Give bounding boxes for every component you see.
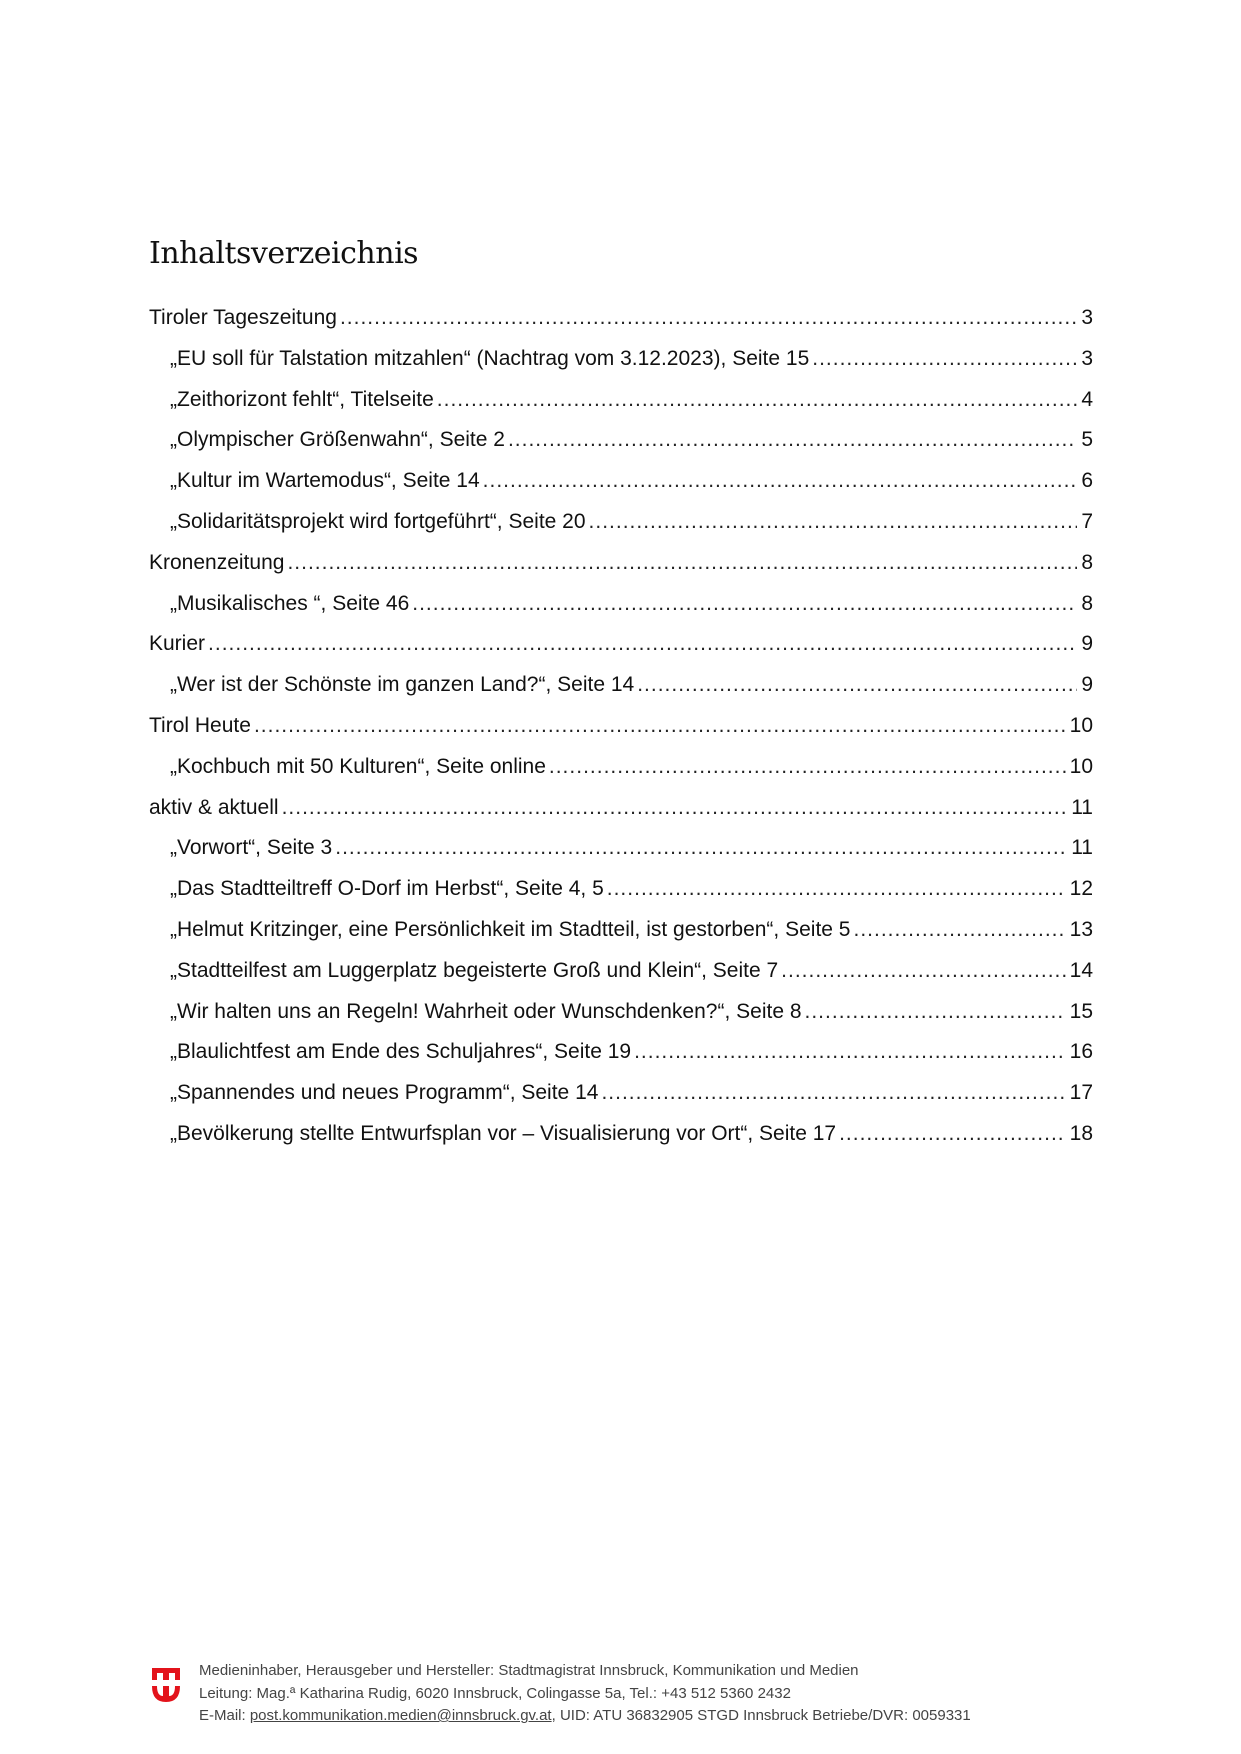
footer-line-contact — [199, 1705, 971, 1728]
toc-section-entry[interactable] — [149, 714, 1093, 755]
innsbruck-logo-icon — [151, 1664, 181, 1708]
toc-entry-label: „Olympischer Größenwahn“, Seite 2 — [170, 428, 505, 452]
toc-leader-dots — [634, 1040, 1066, 1064]
toc-leader-dots — [254, 714, 1066, 738]
toc-entry-label: Tirol Heute — [149, 713, 251, 737]
email-link[interactable]: post.kommunikation.medien@innsbruck.gv.at — [249, 1707, 552, 1724]
toc-entry-label: „Wer ist der Schönste im ganzen Land?“, Seite 14 — [170, 673, 635, 697]
toc-article-entry[interactable] — [149, 592, 1093, 633]
table-of-contents — [149, 306, 1093, 1163]
toc-entry-label: Kurier — [149, 632, 206, 656]
toc-page-number: 9 — [1081, 632, 1093, 656]
toc-article-entry[interactable] — [149, 1122, 1093, 1163]
toc-page-number: 10 — [1069, 713, 1093, 737]
toc-leader-dots — [601, 1081, 1065, 1105]
toc-page-number: 15 — [1069, 999, 1093, 1023]
toc-section-entry[interactable] — [149, 306, 1093, 347]
toc-leader-dots — [839, 1122, 1066, 1146]
toc-page-number: 5 — [1081, 428, 1093, 452]
toc-section-entry[interactable] — [149, 632, 1093, 673]
toc-page-number: 11 — [1071, 836, 1093, 860]
toc-entry-label: „Vorwort“, Seite 3 — [170, 836, 333, 860]
toc-article-entry[interactable] — [149, 510, 1093, 551]
footer-line-management: Leitung: Mag.ª Katharina Rudig, 6020 Innsbruck, Colingasse 5a, Tel.: +43 512 5360 2432 — [199, 1684, 791, 1702]
toc-article-entry[interactable] — [149, 836, 1093, 877]
toc-entry-label: „Wir halten uns an Regeln! Wahrheit oder Wunschdenken?“, Seite 8 — [170, 999, 802, 1023]
toc-entry-label: Tiroler Tageszeitung — [149, 306, 337, 329]
toc-leader-dots — [208, 632, 1077, 656]
toc-section-entry[interactable] — [149, 551, 1093, 592]
toc-article-entry[interactable] — [149, 347, 1093, 388]
toc-page-number: 17 — [1069, 1081, 1093, 1105]
toc-page-number: 14 — [1069, 958, 1093, 982]
toc-article-entry[interactable] — [149, 877, 1093, 918]
page-title: Inhaltsverzeichnis — [149, 236, 419, 271]
footer-line-publisher: Medieninhaber, Herausgeber und Hersteller: Stadtmagistrat Innsbruck, Kommunikation und Medien — [199, 1662, 859, 1679]
toc-article-entry[interactable] — [149, 1040, 1093, 1081]
toc-entry-label: „Kultur im Wartemodus“, Seite 14 — [170, 469, 480, 493]
toc-entry-label: „Kochbuch mit 50 Kulturen“, Seite online — [170, 754, 546, 778]
toc-leader-dots — [637, 673, 1077, 697]
toc-article-entry[interactable] — [149, 1081, 1093, 1122]
toc-entry-label: Kronenzeitung — [149, 550, 285, 574]
toc-leader-dots — [437, 388, 1078, 412]
toc-leader-dots — [412, 592, 1077, 616]
toc-entry-label: „Spannendes und neues Programm“, Seite 14 — [170, 1081, 599, 1105]
toc-page-number: 8 — [1081, 591, 1093, 615]
toc-page-number: 11 — [1071, 795, 1093, 819]
toc-article-entry[interactable] — [149, 959, 1093, 1000]
toc-entry-label: „Zeithorizont fehlt“, Titelseite — [170, 387, 434, 411]
toc-article-entry[interactable] — [149, 1000, 1093, 1041]
toc-leader-dots — [335, 836, 1067, 860]
toc-leader-dots — [549, 755, 1066, 779]
toc-leader-dots — [508, 428, 1077, 452]
toc-article-entry[interactable] — [149, 428, 1093, 469]
toc-leader-dots — [607, 877, 1066, 901]
toc-page-number: 3 — [1081, 306, 1093, 329]
toc-page-number: 9 — [1081, 673, 1093, 697]
toc-leader-dots — [483, 469, 1078, 493]
toc-article-entry[interactable] — [149, 388, 1093, 429]
toc-page-number: 4 — [1081, 387, 1093, 411]
toc-page-number: 18 — [1069, 1121, 1093, 1145]
toc-leader-dots — [812, 347, 1077, 371]
toc-entry-label: „Bevölkerung stellte Entwurfsplan vor – Visualisierung vor Ort“, Seite 17 — [170, 1121, 837, 1145]
toc-page-number: 10 — [1069, 754, 1093, 778]
toc-article-entry[interactable] — [149, 918, 1093, 959]
toc-leader-dots — [781, 959, 1065, 983]
email-label: E-Mail: — [199, 1707, 250, 1724]
toc-page-number: 12 — [1069, 877, 1093, 901]
toc-leader-dots — [805, 1000, 1066, 1024]
footer — [151, 1660, 971, 1728]
toc-entry-label: „Stadtteilfest am Luggerplatz begeisterte Groß und Klein“, Seite 7 — [170, 958, 779, 982]
toc-entry-label: „Blaulichtfest am Ende des Schuljahres“, Seite 19 — [170, 1040, 632, 1064]
toc-page-number: 3 — [1081, 346, 1093, 370]
toc-leader-dots — [853, 918, 1065, 942]
toc-page-number: 8 — [1081, 550, 1093, 574]
toc-section-entry[interactable] — [149, 796, 1093, 837]
toc-entry-label: „EU soll für Talstation mitzahlen“ (Nachtrag vom 3.12.2023), Seite 15 — [170, 346, 810, 370]
toc-page-number: 13 — [1069, 917, 1093, 941]
toc-entry-label: „Musikalisches “, Seite 46 — [170, 591, 410, 615]
toc-leader-dots — [287, 551, 1077, 575]
toc-article-entry[interactable] — [149, 673, 1093, 714]
toc-entry-label: „Das Stadtteiltreff O-Dorf im Herbst“, Seite 4, 5 — [170, 877, 604, 901]
toc-article-entry[interactable] — [149, 755, 1093, 796]
toc-leader-dots — [340, 306, 1077, 330]
toc-leader-dots — [589, 510, 1078, 534]
toc-entry-label: aktiv & aktuell — [149, 795, 279, 819]
toc-entry-label: „Solidaritätsprojekt wird fortgeführt“, Seite 20 — [170, 509, 586, 533]
uid-text: , UID: ATU 36832905 STGD Innsbruck Betriebe/DVR: 0059331 — [551, 1707, 971, 1724]
toc-page-number: 6 — [1081, 469, 1093, 493]
toc-article-entry[interactable] — [149, 469, 1093, 510]
toc-leader-dots — [282, 796, 1068, 820]
toc-page-number: 7 — [1081, 509, 1093, 533]
toc-page-number: 16 — [1069, 1040, 1093, 1064]
toc-entry-label: „Helmut Kritzinger, eine Persönlichkeit im Stadtteil, ist gestorben“, Seite 5 — [170, 917, 851, 941]
